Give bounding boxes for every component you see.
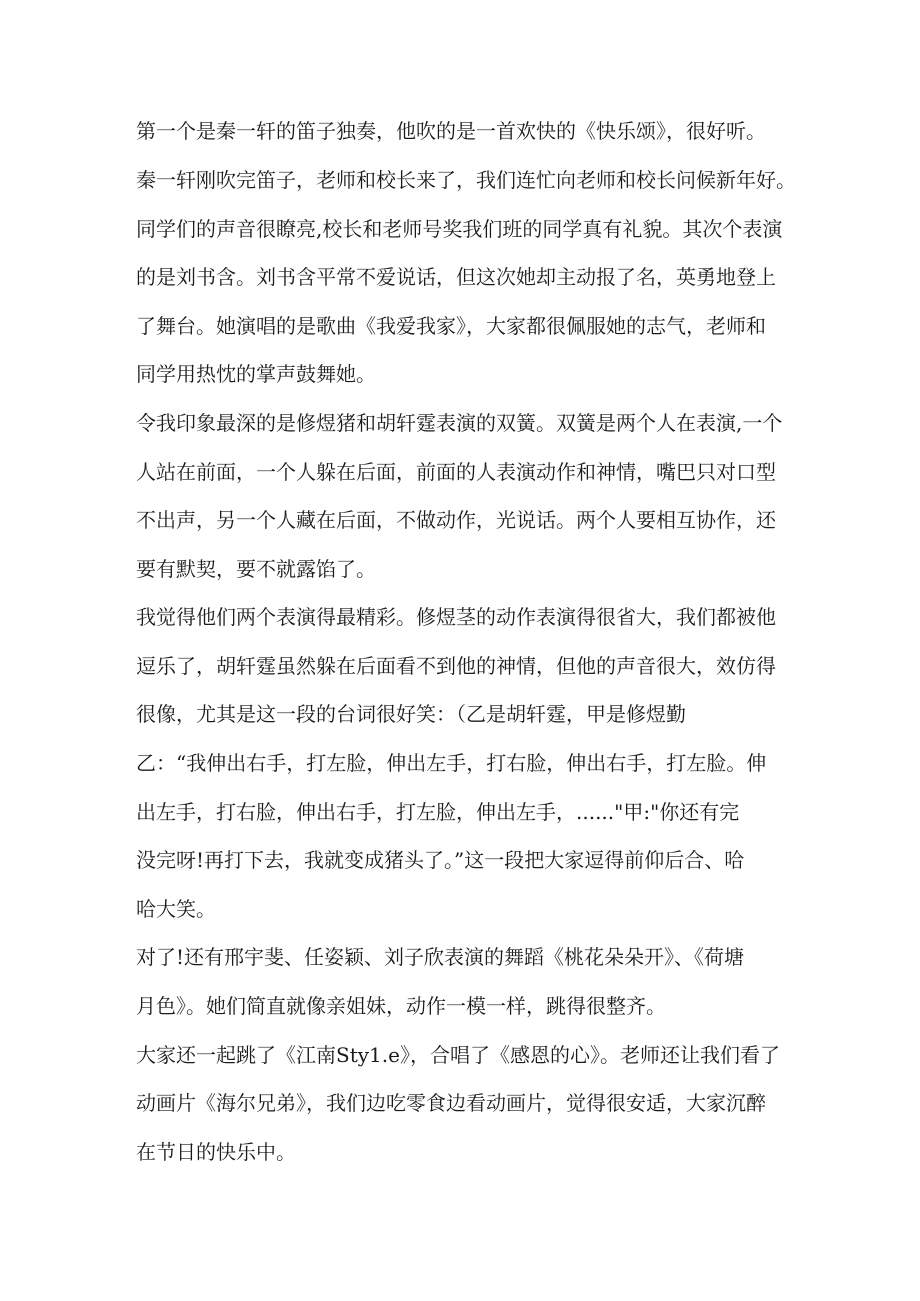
text-line: 在节日的快乐中。 [136, 1140, 296, 1164]
text-line: 乙：“我伸出右手，打左脸，伸出左手，打右脸，伸出右手，打左脸。伸 [136, 751, 767, 775]
text-line: 很像，尤其是这一段的台词很好笑：（乙是胡轩霆，甲是修煜勤 [136, 702, 686, 726]
text-line: 出左手，打右脸，伸出右手，打左脸，伸出左手，......"甲:"你还有完 [136, 800, 740, 824]
text-line: 令我印象最深的是修煜猪和胡轩霆表演的双簧。双簧是两个人在表演,一个 [136, 411, 783, 435]
text-line: 月色》。她们简直就像亲姐妹，动作一模一样，跳得很整齐。 [136, 994, 666, 1018]
text-line: 第一个是秦一轩的笛子独奏，他吹的是一首欢快的《快乐颂》，很好听。 [136, 119, 766, 143]
text-line: 同学们的声音很瞭亮,校长和老师号奖我们班的同学真有礼貌。其次个表演 [136, 217, 783, 241]
text-line: 的是刘书含。刘书含平常不爱说话，但这次她却主动报了名，英勇地登上 [136, 265, 776, 289]
text-line: 我觉得他们两个表演得最精彩。修煜茎的动作表演得很省大，我们都被他 [136, 605, 776, 629]
text-line: 没完呀!再打下去，我就变成猪头了。”这一段把大家逗得前仰后合、哈 [136, 848, 745, 872]
text-line: 要有默契，要不就露馅了。 [136, 557, 376, 581]
text-line: 了舞台。她演唱的是歌曲《我爱我家》，大家都很佩服她的志气，老师和 [136, 314, 766, 338]
text-line: 哈大笑。 [136, 897, 216, 921]
text-line: 同学用热忱的掌声鼓舞她。 [136, 362, 376, 386]
text-line: 逗乐了，胡轩霆虽然躲在后面看不到他的神情，但他的声音很大，效仿得 [136, 654, 776, 678]
text-line: 不出声，另一个人藏在后面，不做动作，光说话。两个人要相互协作，还 [136, 508, 776, 532]
text-line: 人站在前面，一个人躲在后面，前面的人表演动作和神情，嘴巴只对口型 [136, 460, 776, 484]
text-line: 对了!还有邢宇斐、任姿颖、刘子欣表演的舞蹈《桃花朵朵开》、《荷塘 [136, 945, 745, 969]
text-line: 秦一轩刚吹完笛子，老师和校长来了，我们连忙向老师和校长问候新年好。 [136, 168, 796, 192]
text-line: 动画片《海尔兄弟》，我们边吃零食边看动画片，觉得很安适，大家沉醉 [136, 1091, 766, 1115]
text-line: 大家还一起跳了《江南Sty1.e》，合唱了《感恩的心》。老师还让我们看了 [136, 1043, 780, 1067]
